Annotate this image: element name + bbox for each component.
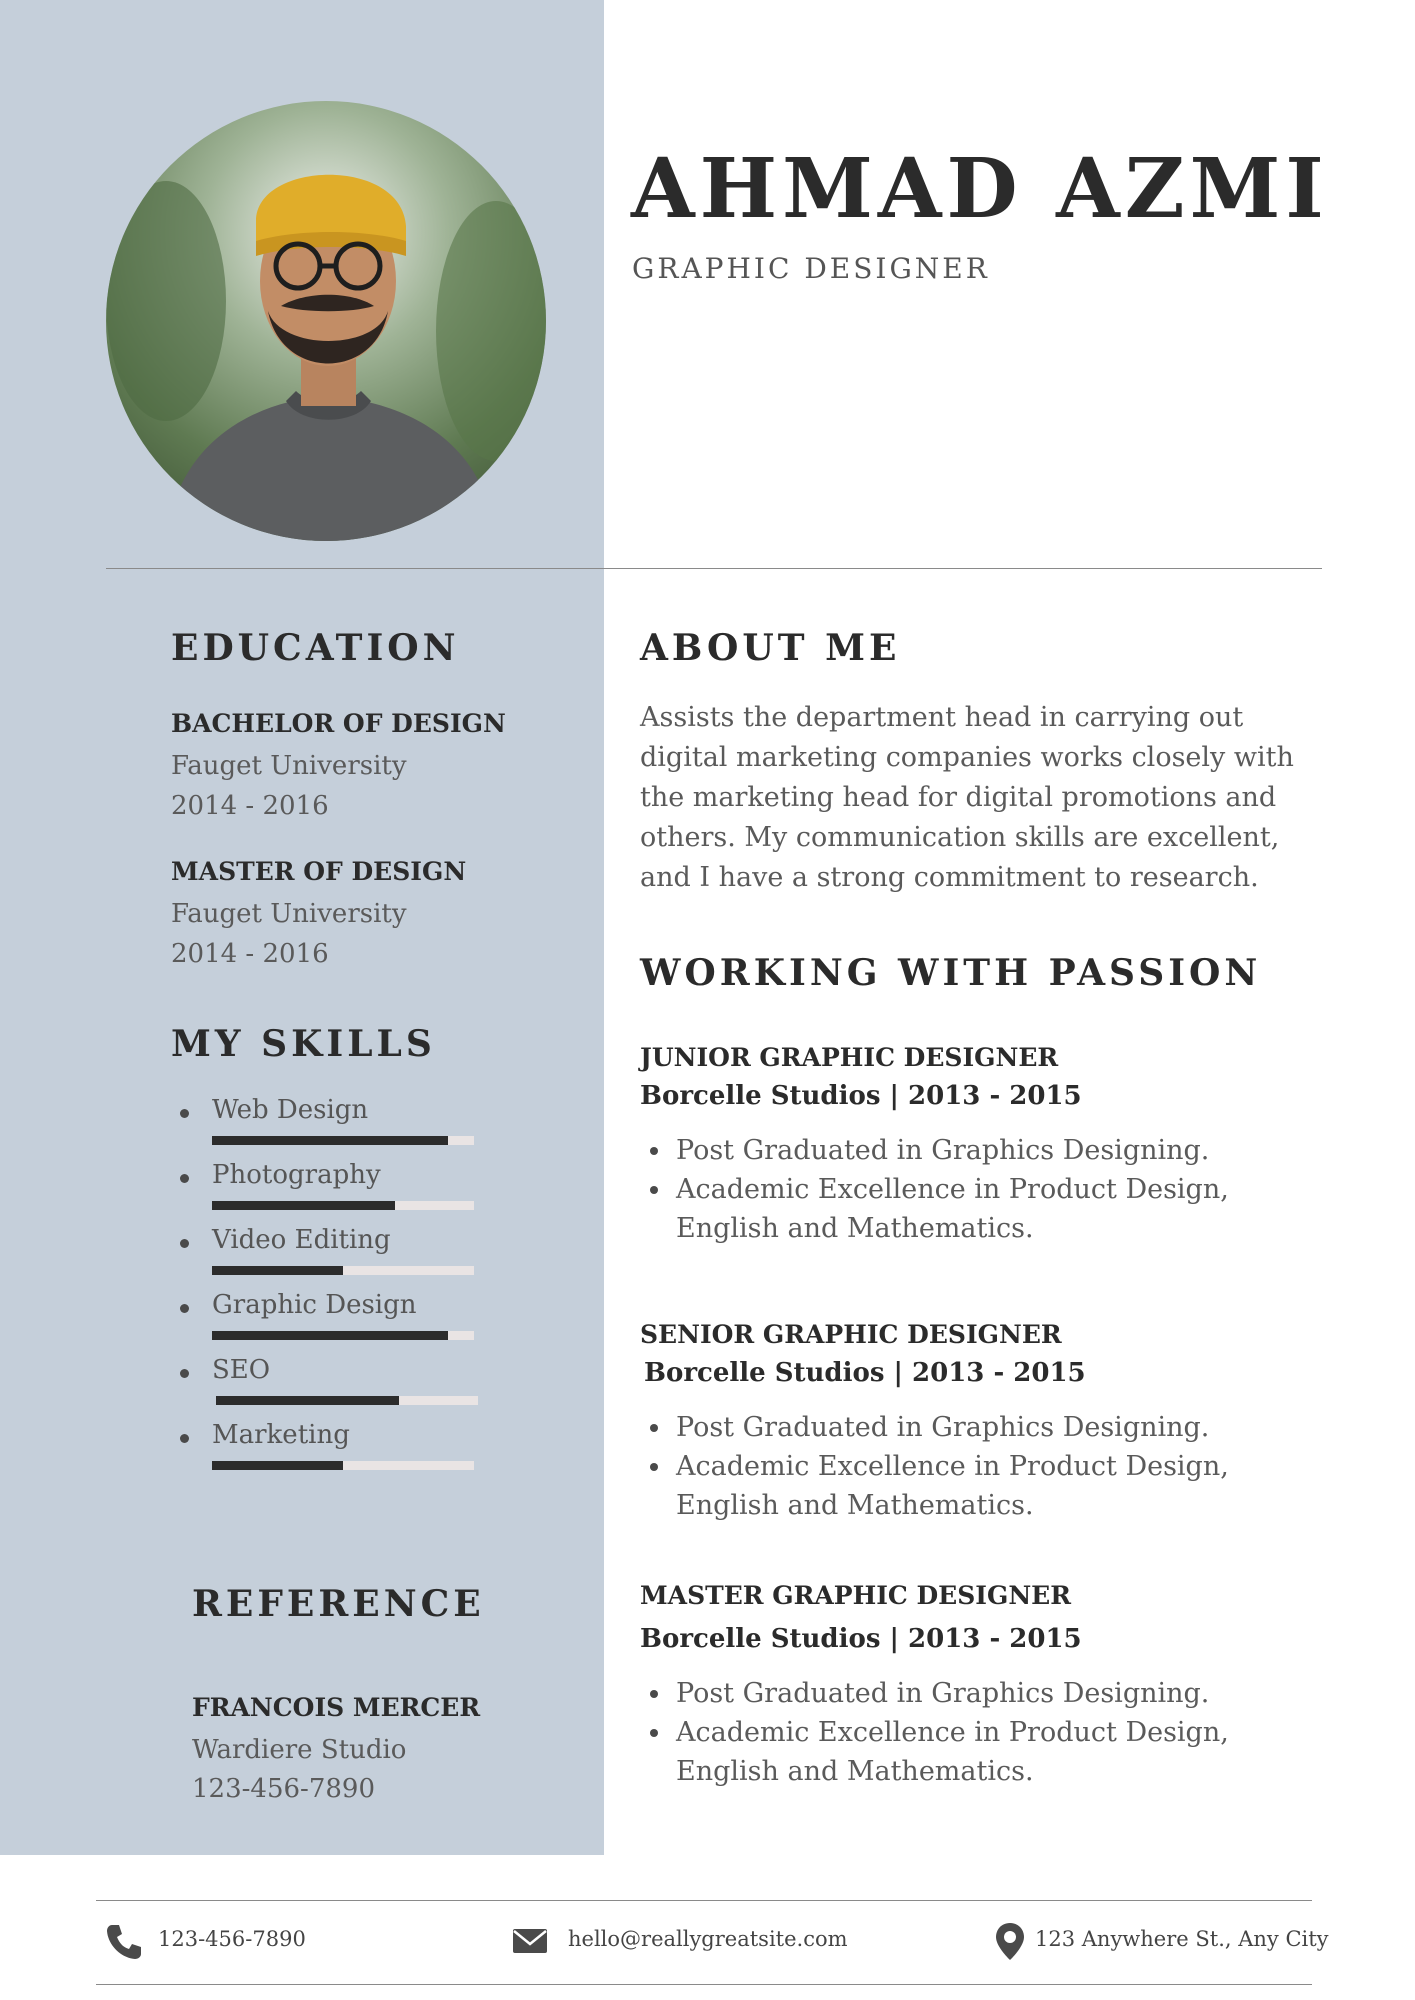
skill-item [180,1162,500,1227]
reference-company: Wardiere Studio [192,1735,407,1765]
skill-label: SEO [212,1355,271,1385]
job-title: SENIOR GRAPHIC DESIGNER [640,1320,1062,1349]
job-bullet: Academic Excellence in Product Design, English and Mathematics. [676,1713,1316,1791]
bullet-icon [180,1369,189,1378]
skill-item [180,1097,500,1162]
skill-bar-fill [212,1201,395,1210]
skill-bar [212,1201,474,1210]
job-bullets [640,1674,1316,1791]
map-pin-icon [990,1921,1030,1961]
contact-email-text: hello@reallygreatsite.com [568,1927,848,1951]
bullet-icon [180,1109,189,1118]
skill-bar [212,1136,474,1145]
contact-address-text: 123 Anywhere St., Any City [1035,1927,1329,1951]
education-years: 2014 - 2016 [171,791,329,821]
skill-bar [212,1331,474,1340]
job-bullets [640,1408,1316,1525]
skill-label: Marketing [212,1420,350,1450]
skill-label: Photography [212,1160,381,1190]
skills-heading: MY SKILLS [171,1023,436,1065]
header-divider [106,568,1322,569]
skill-item [180,1227,500,1292]
about-text: Assists the department head in carrying out digital marketing companies works closely with the marketing head for digital promotions and others. My communication skills are excellent, and I have a strong commitment to research. [640,702,1294,893]
skill-item [180,1422,500,1487]
bullet-icon [180,1434,189,1443]
contact-phone-text: 123-456-7890 [158,1927,306,1951]
job-bullet: Post Graduated in Graphics Designing. [676,1674,1316,1713]
skill-label: Video Editing [212,1225,391,1255]
bullet-icon [180,1239,189,1248]
job-company: Borcelle Studios | 2013 - 2015 [640,1081,1082,1111]
skill-label: Web Design [212,1095,369,1125]
skill-bar [216,1396,478,1405]
reference-heading: REFERENCE [192,1583,485,1625]
skill-label: Graphic Design [212,1290,417,1320]
bullet-icon [180,1174,189,1183]
envelope-icon [510,1921,550,1961]
skill-bar [212,1266,474,1275]
skill-bar-fill [212,1136,448,1145]
job-bullet: Post Graduated in Graphics Designing. [676,1131,1316,1170]
job-bullet: Academic Excellence in Product Design, English and Mathematics. [676,1170,1316,1248]
education-degree: MASTER OF DESIGN [171,857,467,886]
skill-bar-fill [212,1461,343,1470]
skill-bar [212,1461,474,1470]
job-title: JUNIOR GRAPHIC DESIGNER [640,1043,1059,1072]
skill-bar-fill [212,1266,343,1275]
skills-list [180,1097,500,1487]
experience-heading: WORKING WITH PASSION [640,952,1262,994]
skill-item [180,1292,500,1357]
candidate-name: AHMAD AZMI [631,141,1329,237]
profile-photo [106,101,546,541]
job-title: MASTER GRAPHIC DESIGNER [640,1581,1072,1610]
candidate-role: GRAPHIC DESIGNER [632,252,990,285]
footer-bottom-divider [96,1984,1312,1985]
education-heading: EDUCATION [171,627,460,669]
reference-phone: 123-456-7890 [192,1774,375,1804]
phone-icon [104,1921,144,1961]
job-bullets [640,1131,1316,1248]
job-bullet: Post Graduated in Graphics Designing. [676,1408,1316,1447]
skill-item [180,1357,500,1422]
bullet-icon [180,1304,189,1313]
education-school: Fauget University [171,751,407,781]
footer-top-divider [96,1900,1312,1901]
skill-bar-fill [212,1331,448,1340]
about-heading: ABOUT ME [640,627,901,669]
skill-bar-fill [216,1396,399,1405]
job-company: Borcelle Studios | 2013 - 2015 [644,1358,1086,1388]
job-bullet: Academic Excellence in Product Design, English and Mathematics. [676,1447,1316,1525]
job-company: Borcelle Studios | 2013 - 2015 [640,1624,1082,1654]
education-years: 2014 - 2016 [171,939,329,969]
education-degree: BACHELOR OF DESIGN [171,709,506,738]
reference-name: FRANCOIS MERCER [192,1693,481,1722]
education-school: Fauget University [171,899,407,929]
